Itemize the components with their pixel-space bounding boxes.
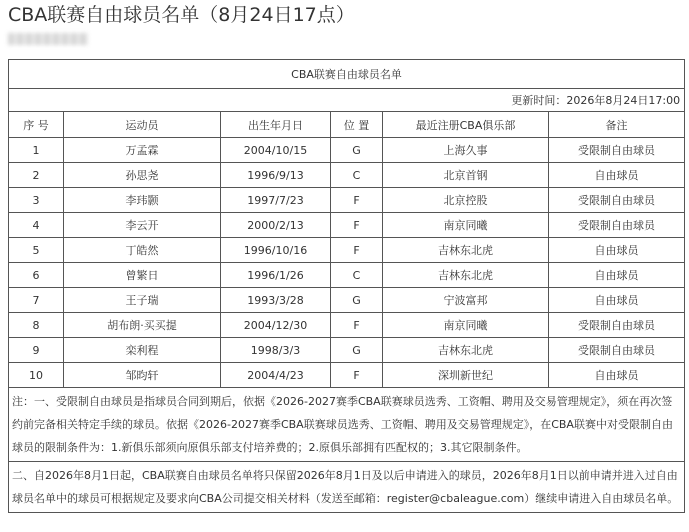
table-row [9, 163, 685, 188]
table-row [9, 313, 685, 338]
table-row [9, 263, 685, 288]
cell-birthdate: 1997/7/23 [221, 188, 331, 213]
cell-position: G [331, 138, 383, 163]
cell-position: F [331, 313, 383, 338]
cell-birthdate: 2004/10/15 [221, 138, 331, 163]
cell-last-club: 北京首钢 [383, 163, 549, 188]
cell-remark: 自由球员 [549, 163, 685, 188]
cell-remark: 受限制自由球员 [549, 313, 685, 338]
cell-number: 7 [9, 288, 64, 313]
cell-last-club: 南京同曦 [383, 213, 549, 238]
update-time-row [9, 89, 685, 112]
note-row [9, 462, 685, 513]
header-remark: 备注 [549, 112, 685, 138]
cell-player: 邹昀轩 [64, 363, 221, 388]
cell-birthdate: 2004/12/30 [221, 313, 331, 338]
note-text: 二、自2026年8月1日起，CBA联赛自由球员名单将只保留2026年8月1日及以后申请进入的球员，2026年8月1日以前申请并进入过自由球员名单中的球员可根据规定及要求向CBA公司提交相关材料（发送至邮箱：register@cbaleague.com）继续申请进入自由球员名单。 [9, 462, 685, 513]
cell-number: 10 [9, 363, 64, 388]
cell-position: F [331, 213, 383, 238]
note-text: 注：一、受限制自由球员是指球员合同到期后，依据《2026-2027赛季CBA联赛球员选秀、工资帽、聘用及交易管理规定》，须在再次签约前完备相关特定手续的球员。依据《2026-2027赛季CBA联赛球员选秀、工资帽、聘用及交易管理规定》，在CBA联赛中对受限制自由球员的限制条件为：1.新俱乐部须向原俱乐部支付培养费的；2.原俱乐部拥有匹配权的；3.其它限制条件。 [9, 388, 685, 462]
cell-number: 2 [9, 163, 64, 188]
cell-position: C [331, 263, 383, 288]
cell-birthdate: 1996/1/26 [221, 263, 331, 288]
cell-remark: 受限制自由球员 [549, 213, 685, 238]
cell-remark: 受限制自由球员 [549, 188, 685, 213]
cell-player: 丁皓然 [64, 238, 221, 263]
cell-birthdate: 2000/2/13 [221, 213, 331, 238]
cell-remark: 自由球员 [549, 238, 685, 263]
cell-birthdate: 1993/3/28 [221, 288, 331, 313]
cell-player: 曾繁日 [64, 263, 221, 288]
cell-remark: 自由球员 [549, 263, 685, 288]
cell-position: F [331, 363, 383, 388]
cell-number: 3 [9, 188, 64, 213]
cell-last-club: 上海久事 [383, 138, 549, 163]
table-row [9, 338, 685, 363]
header-last-club: 最近注册CBA俱乐部 [383, 112, 549, 138]
cell-last-club: 南京同曦 [383, 313, 549, 338]
cell-number: 1 [9, 138, 64, 163]
table-title-row [9, 60, 685, 89]
cell-player: 万孟霖 [64, 138, 221, 163]
cell-position: G [331, 288, 383, 313]
table-row [9, 288, 685, 313]
header-player: 运动员 [64, 112, 221, 138]
cell-player: 孙思尧 [64, 163, 221, 188]
header-number: 序 号 [9, 112, 64, 138]
table-row [9, 188, 685, 213]
cell-position: C [331, 163, 383, 188]
table-row [9, 138, 685, 163]
cell-position: F [331, 238, 383, 263]
cell-last-club: 北京控股 [383, 188, 549, 213]
table-row [9, 213, 685, 238]
header-birthdate: 出生年月日 [221, 112, 331, 138]
cell-last-club: 吉林东北虎 [383, 338, 549, 363]
table-row [9, 363, 685, 388]
cell-remark: 受限制自由球员 [549, 138, 685, 163]
cell-position: G [331, 338, 383, 363]
update-time: 更新时间：2026年8月24日17:00 [9, 89, 685, 112]
cell-birthdate: 1996/10/16 [221, 238, 331, 263]
cell-birthdate: 1998/3/3 [221, 338, 331, 363]
table-row [9, 238, 685, 263]
cell-number: 6 [9, 263, 64, 288]
cell-player: 王子瑞 [64, 288, 221, 313]
cell-remark: 自由球员 [549, 288, 685, 313]
cell-player: 胡布朗·买买提 [64, 313, 221, 338]
page-headline: CBA联赛自由球员名单（8月24日17点） [8, 4, 355, 26]
cell-number: 8 [9, 313, 64, 338]
cell-player: 栾利程 [64, 338, 221, 363]
cell-birthdate: 1996/9/13 [221, 163, 331, 188]
cell-last-club: 吉林东北虎 [383, 238, 549, 263]
cell-position: F [331, 188, 383, 213]
cell-number: 4 [9, 213, 64, 238]
note-row [9, 388, 685, 462]
cell-last-club: 深圳新世纪 [383, 363, 549, 388]
cell-last-club: 宁波富邦 [383, 288, 549, 313]
cell-player: 李云开 [64, 213, 221, 238]
table-header-row [9, 112, 685, 138]
cell-player: 李玮颢 [64, 188, 221, 213]
cell-birthdate: 2004/4/23 [221, 363, 331, 388]
cell-last-club: 吉林东北虎 [383, 263, 549, 288]
cell-number: 9 [9, 338, 64, 363]
cell-number: 5 [9, 238, 64, 263]
header-position: 位 置 [331, 112, 383, 138]
table-title: CBA联赛自由球员名单 [9, 60, 685, 89]
cell-remark: 受限制自由球员 [549, 338, 685, 363]
free-agent-table [8, 59, 685, 513]
cell-remark: 自由球员 [549, 363, 685, 388]
blurred-byline [8, 33, 88, 45]
